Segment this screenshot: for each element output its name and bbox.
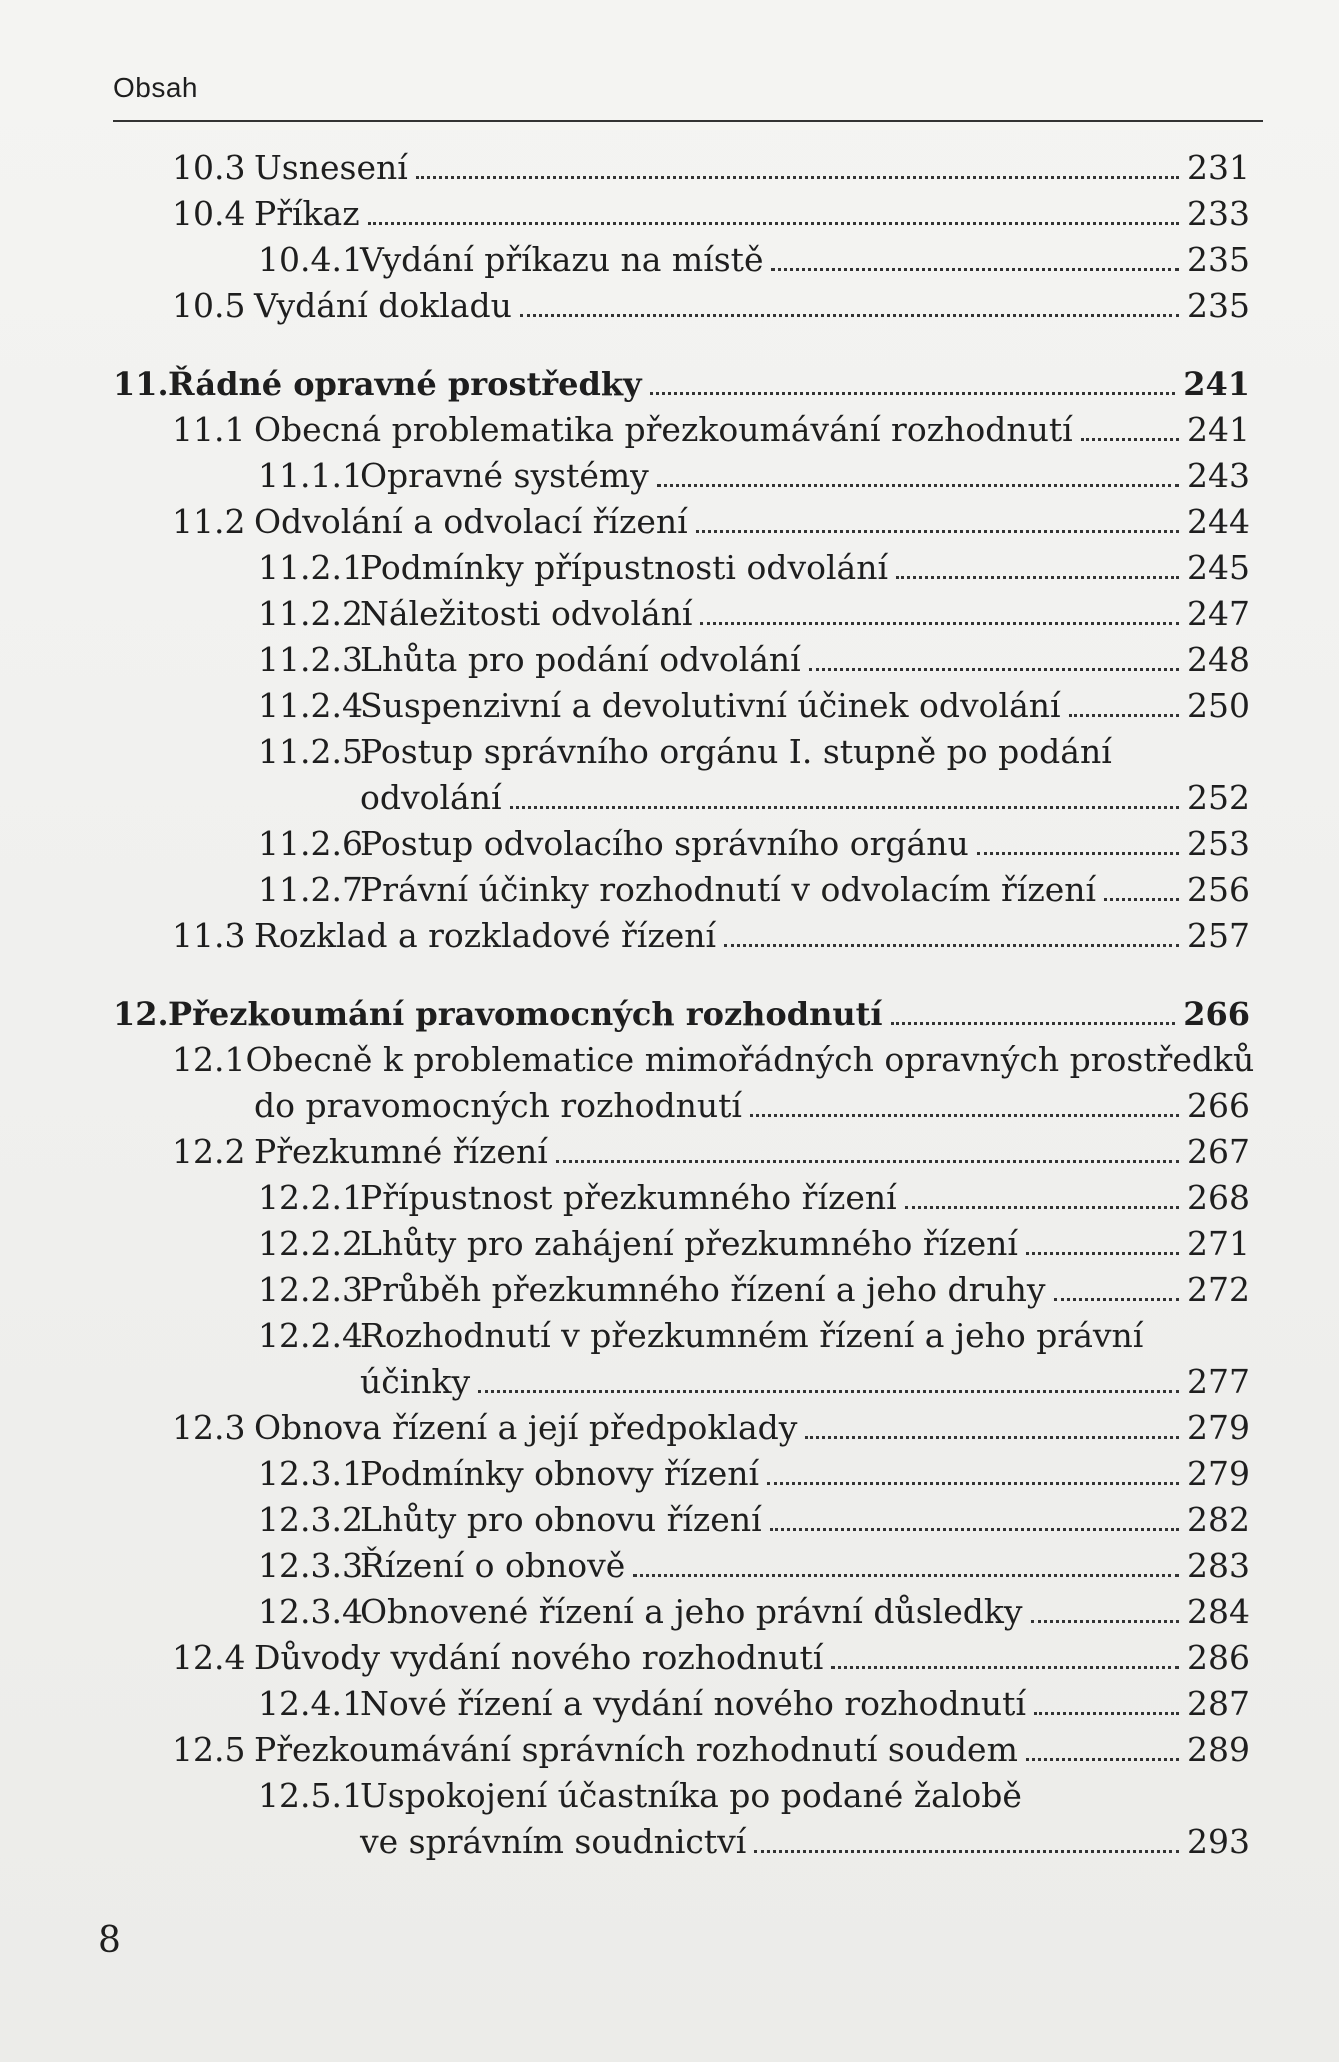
toc-entry-number: 11.1 [172,410,246,449]
dot-leader [770,1527,1179,1531]
dot-leader [1026,1757,1179,1761]
toc-page-number: 266 [1187,1086,1250,1125]
toc-page-number: 247 [1187,594,1250,633]
toc-entry-number: 10.4.1 [258,240,363,279]
toc-entry-number: 12.2.2 [258,1224,363,1263]
toc-page-number: 241 [1183,365,1250,403]
toc-entry-title: Lhůta pro podání odvolání [360,640,801,679]
toc-page-number: 293 [1187,1822,1250,1861]
toc-entry [172,194,1250,234]
toc-page-number: 256 [1187,870,1250,909]
toc-entry-number: 12.2.1 [258,1178,363,1217]
toc-page-number: 279 [1187,1454,1250,1493]
toc-entry-number: 12.5.1 [258,1776,363,1815]
toc-page-number: 241 [1187,410,1250,449]
dot-leader [1031,1619,1180,1623]
toc-entry [258,1224,1250,1264]
header-rule [113,120,1263,122]
toc-entry-title: Důvody vydání nového rozhodnutí [254,1638,824,1677]
toc-entry-title: Obecná problematika přezkoumávání rozhodnutí [254,410,1073,449]
toc-page-number: 252 [1187,778,1250,817]
toc-entry-continuation [254,1086,1250,1126]
dot-leader [1081,437,1179,441]
toc-entry [258,686,1250,726]
toc-page-number: 282 [1187,1500,1250,1539]
toc-entry-title: Vydání dokladu [254,286,512,325]
toc-entry-number: 11.2.6 [258,824,363,863]
toc-entry-number: 11.2 [172,502,246,541]
toc-entry [258,1454,1250,1494]
toc-entry-title: Odvolání a odvolací řízení [254,502,688,541]
toc-entry-title: Obecně k problematice mimořádných opravných prostředků [245,1040,1255,1079]
dot-leader [896,575,1179,579]
dot-leader [368,221,1179,225]
toc-entry [172,916,1250,956]
toc-entry-number: 11.2.1 [258,548,363,587]
toc-entry [258,732,1250,772]
toc-page-number: 277 [1187,1362,1250,1401]
toc-page-number: 284 [1187,1592,1250,1631]
toc-entry-title: Nové řízení a vydání nového rozhodnutí [360,1684,1026,1723]
toc-entry-continuation [360,1822,1250,1862]
toc-entry-number: 11.2.7 [258,870,363,909]
toc-page-number: 268 [1187,1178,1250,1217]
toc-entry [172,1638,1250,1678]
toc-entry-title: Průběh přezkumného řízení a jeho druhy [360,1270,1046,1309]
toc-chapter-entry [113,364,1250,404]
page-number: 8 [98,1920,121,1961]
toc-entry-title: Postup odvolacího správního orgánu [360,824,969,863]
toc-chapter-entry [113,994,1250,1034]
dot-leader [556,1159,1179,1163]
toc-entry-title: Uspokojení účastníka po podané žalobě [360,1776,1022,1815]
toc-entry-number: 12.1 [172,1040,246,1079]
toc-entry-title-continued: účinky [360,1362,471,1401]
toc-entry-title: Právní účinky rozhodnutí v odvolacím řízení [360,870,1097,909]
toc-entry [258,1178,1250,1218]
toc-entry-title-continued: odvolání [360,778,502,817]
dot-leader [657,483,1179,487]
toc-entry-number: 11.2.2 [258,594,363,633]
toc-entry-number: 12.5 [172,1730,246,1769]
toc-entry [258,1684,1250,1724]
dot-leader [891,1021,1176,1025]
dot-leader [905,1205,1179,1209]
toc-entry-title: Přezkoumání pravomocných rozhodnutí [168,995,883,1033]
toc-page-number: 257 [1187,916,1250,955]
toc-page-number: 231 [1187,148,1250,187]
toc-entry-title: Lhůty pro zahájení přezkumného řízení [360,1224,1018,1263]
dot-leader [510,805,1179,809]
dot-leader [1104,897,1179,901]
toc-entry-title-continued: do pravomocných rozhodnutí [254,1086,742,1125]
toc-entry-title: Náležitosti odvolání [360,594,693,633]
dot-leader [771,267,1179,271]
dot-leader [696,529,1179,533]
toc-page-number: 267 [1187,1132,1250,1171]
toc-page-number: 233 [1187,194,1250,233]
toc-entry [258,824,1250,864]
toc-entry-title: Rozklad a rozkladové řízení [254,916,717,955]
dot-leader [831,1665,1179,1669]
toc-entry-number: 12.3.1 [258,1454,363,1493]
toc-entry-title: Podmínky přípustnosti odvolání [360,548,889,587]
toc-page-number: 244 [1187,502,1250,541]
toc-entry-continuation [360,1362,1250,1402]
toc-page-number: 283 [1187,1546,1250,1585]
toc-entry [258,870,1250,910]
dot-leader [977,851,1179,855]
dot-leader [478,1389,1179,1393]
toc-entry [258,594,1250,634]
toc-entry-title: Opravné systémy [360,456,649,495]
toc-page-number: 286 [1187,1638,1250,1677]
toc-entry [258,1776,1250,1816]
toc-entry [172,1132,1250,1172]
dot-leader [809,667,1179,671]
toc-page-number: 253 [1187,824,1250,863]
toc-page-number: 289 [1187,1730,1250,1769]
toc-entry [258,1316,1250,1356]
dot-leader [1034,1711,1179,1715]
toc-page-number: 235 [1187,286,1250,325]
toc-entry-title: Řádné opravné prostředky [168,365,642,403]
toc-page-number: 248 [1187,640,1250,679]
toc-page-number: 245 [1187,548,1250,587]
toc-entry-title: Přezkoumávání správních rozhodnutí soudem [254,1730,1018,1769]
toc-entry-number: 10.5 [172,286,246,325]
dot-leader [1026,1251,1179,1255]
toc-entry-title: Obnovené řízení a jeho právní důsledky [360,1592,1023,1631]
toc-entry-number: 12. [113,995,169,1033]
toc-page-number: 266 [1183,995,1250,1033]
toc-entry-number: 12.3.3 [258,1546,363,1585]
toc-entry-title-continued: ve správním soudnictví [360,1822,747,1861]
toc-entry-number: 12.3.2 [258,1500,363,1539]
dot-leader [1069,713,1179,717]
toc-entry [258,1500,1250,1540]
dot-leader [650,391,1176,395]
toc-entry [172,502,1250,542]
toc-entry-number: 11.3 [172,916,246,955]
toc-entry-title: Postup správního orgánu I. stupně po podání [360,732,1112,771]
running-head: Obsah [113,72,198,103]
toc-entry-number: 11.2.5 [258,732,363,771]
toc-page-number: 287 [1187,1684,1250,1723]
toc-entry-number: 11. [113,365,169,403]
toc-entry [258,240,1250,280]
toc-entry-number: 12.4.1 [258,1684,363,1723]
toc-entry-number: 12.2.4 [258,1316,363,1355]
dot-leader [750,1113,1179,1117]
toc-page-number: 279 [1187,1408,1250,1447]
toc-entry-title: Usnesení [254,148,408,187]
toc-entry [258,1592,1250,1632]
toc-entry-number: 11.2.3 [258,640,363,679]
dot-leader [700,621,1179,625]
dot-leader [754,1849,1179,1853]
toc-entry-number: 10.3 [172,148,246,187]
toc-entry-number: 12.4 [172,1638,246,1677]
toc-entry-continuation [360,778,1250,818]
toc-entry-title: Obnova řízení a její předpoklady [254,1408,798,1447]
toc-entry-title: Příkaz [254,194,360,233]
toc-entry [258,548,1250,588]
toc-page-number: 243 [1187,456,1250,495]
toc-entry [258,1546,1250,1586]
toc-entry-number: 10.4 [172,194,246,233]
toc-entry-number: 12.3 [172,1408,246,1447]
toc-entry-title: Podmínky obnovy řízení [360,1454,760,1493]
dot-leader [416,175,1179,179]
toc-entry-title: Lhůty pro obnovu řízení [360,1500,762,1539]
toc-entry [172,1408,1250,1448]
toc-entry [172,148,1250,188]
toc-entry-title: Suspenzivní a devolutivní účinek odvolání [360,686,1061,725]
dot-leader [633,1573,1179,1577]
toc-entry [172,286,1250,326]
dot-leader [520,313,1179,317]
toc-page-number: 235 [1187,240,1250,279]
toc-entry-number: 12.2.3 [258,1270,363,1309]
toc-entry-title: Přezkumné řízení [254,1132,548,1171]
toc-entry [258,456,1250,496]
toc-entry-number: 12.3.4 [258,1592,363,1631]
toc-entry [172,1040,1255,1080]
toc-entry [172,1730,1250,1770]
dot-leader [767,1481,1179,1485]
dot-leader [1054,1297,1179,1301]
toc-entry-number: 12.2 [172,1132,246,1171]
toc-entry-number: 11.1.1 [258,456,363,495]
toc-entry-title: Rozhodnutí v přezkumném řízení a jeho právní [360,1316,1144,1355]
dot-leader [724,943,1179,947]
toc-entry [258,640,1250,680]
toc-entry-title: Vydání příkazu na místě [360,240,764,279]
toc-entry-title: Řízení o obnově [360,1546,626,1585]
toc-entry [258,1270,1250,1310]
toc-page-number: 271 [1187,1224,1250,1263]
toc-page-number: 272 [1187,1270,1250,1309]
toc-entry-title: Přípustnost přezkumného řízení [360,1178,897,1217]
toc-entry [172,410,1250,450]
toc-page-number: 250 [1187,686,1250,725]
dot-leader [805,1435,1179,1439]
toc-entry-number: 11.2.4 [258,686,363,725]
